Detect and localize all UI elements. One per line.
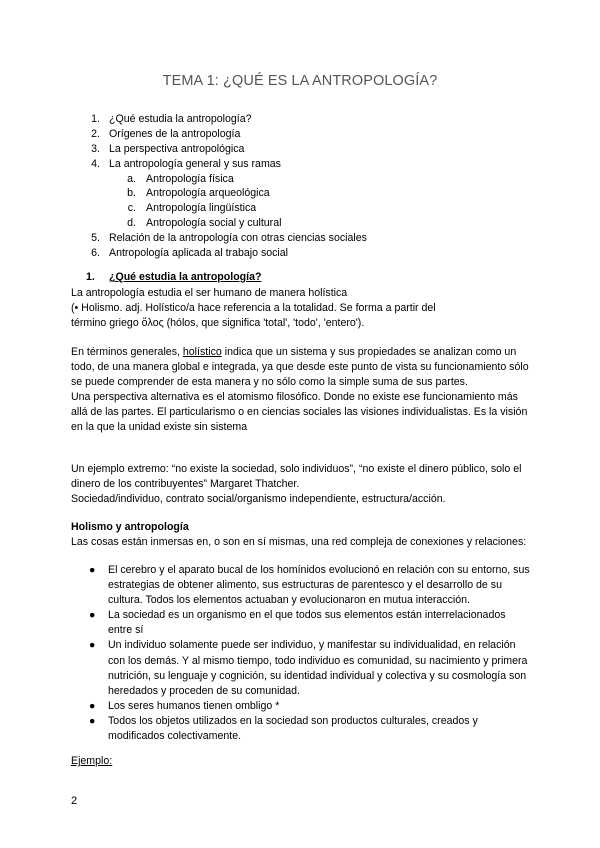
toc-item-number: 3.	[91, 142, 100, 155]
toc-item	[0, 172, 600, 187]
page-title: TEMA 1: ¿QUÉ ES LA ANTROPOLOGÍA?	[162, 73, 438, 89]
bullet-text: Los seres humanos tienen ombligo *	[108, 699, 280, 712]
toc-item-label: Relación de la antropología con otras ciencias sociales	[109, 232, 367, 245]
toc-item-label: Antropología arqueológica	[146, 187, 270, 200]
bullet-icon: ●	[89, 609, 96, 622]
section-number: 1.	[86, 271, 95, 283]
toc-item	[0, 216, 600, 231]
example-label: Ejemplo:	[71, 755, 113, 767]
section-title: ¿Qué estudia la antropología?	[109, 271, 262, 283]
paragraph: Las cosas están inmersas en, o son en sí mismas, una red compleja de conexiones y relaciones:	[71, 536, 527, 548]
toc-item-number: a.	[127, 172, 136, 185]
paragraph: Una perspectiva alternativa es el atomismo filosófico. Donde no existe ese funcionamiento más allá de las partes. El particularismo o en ciencias sociales las visiones individualistas. Es la visión en la que la unidad existe sin sistema	[71, 391, 528, 433]
paragraph-line: (• Holismo. adj. Holístico/a hace referencia a la totalidad. Se forma a partir del	[71, 302, 436, 314]
toc-item-label: Antropología física	[146, 172, 234, 185]
page-number: 2	[71, 795, 78, 807]
paragraph	[71, 345, 531, 390]
toc-item-label: ¿Qué estudia la antropología?	[109, 113, 252, 125]
toc-item-number: 6.	[91, 247, 100, 260]
toc-item-label: La antropología general y sus ramas	[109, 157, 281, 170]
bullet-icon: ●	[89, 714, 96, 727]
bullet-text: El cerebro y el aparato bucal de los homínidos evolucionó en relación con su entorno, sus estrategias de obtener alimento, sus estructuras de parentesco y el desarrollo de su cultura. Todos los elementos actuaban y evolucionaron en mutua interacción.	[108, 564, 530, 607]
paragraph-line: La antropología estudia el ser humano de manera holística	[71, 287, 348, 299]
toc-item-number: 4.	[91, 157, 100, 170]
paragraph: Un ejemplo extremo: “no existe la sociedad, solo individuos”, “no existe el dinero público, solo el dinero de los contribuyentes” Margaret Thatcher.	[71, 463, 522, 490]
text-run: En términos generales,	[71, 346, 183, 358]
toc-item	[0, 142, 600, 157]
underlined-term: holístico	[182, 346, 222, 358]
bullet-item	[71, 608, 531, 638]
section-intro	[71, 286, 531, 331]
toc-item-label: Antropología lingüística	[146, 202, 257, 215]
toc-item-label: Antropología social y cultural	[146, 217, 282, 230]
bullet-item	[71, 563, 531, 608]
toc-item	[0, 112, 600, 127]
holistic-paragraph	[71, 345, 531, 435]
toc-item-number: 5.	[91, 232, 100, 245]
toc-item-number: b.	[127, 187, 136, 200]
example-label-block	[71, 754, 531, 769]
bullet-item	[71, 638, 531, 698]
bullet-text: Todos los objetos utilizados en la sociedad son productos culturales, creados y modificados colectivamente.	[108, 714, 478, 743]
example-paragraph	[71, 462, 531, 507]
table-of-contents	[0, 112, 600, 261]
bullet-icon: ●	[89, 639, 96, 652]
paragraph: Sociedad/individuo, contrato social/organismo independiente, estructura/acción.	[71, 493, 446, 505]
toc-item	[0, 246, 600, 261]
toc-item-number: c.	[127, 202, 136, 215]
toc-item-label: Antropología aplicada al trabajo social	[109, 247, 289, 260]
toc-item	[0, 127, 600, 142]
bullet-item	[71, 699, 531, 714]
bullet-icon: ●	[89, 699, 96, 712]
text-run: indica que un sistema y sus propiedades se analizan como un todo, de una manera global e integrada, ya que desde este punto de vista su funcionamiento sólo se puede comprender de esta manera y no sólo como la simple suma de sus partes.	[71, 346, 529, 388]
toc-item-number: 2.	[91, 127, 100, 140]
toc-item-number: 1.	[91, 113, 100, 125]
toc-item	[0, 231, 600, 246]
bullet-text: Un individuo solamente puede ser individuo, y manifestar su individualidad, en relación con los demás. Y al mismo tiempo, todo individuo es comunidad, su nacimiento y primera nutrición, su lenguaje y cognición, su identidad individual y colectiva y su cosmología son heredados y proceden de su comunidad.	[108, 639, 528, 697]
toc-item	[0, 201, 600, 216]
toc-item	[0, 186, 600, 201]
paragraph-line: término griego ὅλος (hólos, que significa 'total', 'todo', 'entero').	[71, 317, 365, 329]
bullet-icon: ●	[89, 564, 96, 576]
toc-item-label: La perspectiva antropológica	[109, 142, 245, 155]
toc-item	[0, 157, 600, 172]
bullet-item	[71, 714, 531, 744]
toc-item-label: Orígenes de la antropología	[109, 127, 241, 140]
holismo-section	[71, 520, 531, 550]
subsection-heading: Holismo y antropología	[71, 521, 189, 533]
bullet-list	[71, 563, 531, 744]
toc-item-number: d.	[127, 217, 136, 230]
bullet-text: La sociedad es un organismo en el que todos sus elementos están interrelacionados entre sí	[108, 609, 506, 637]
